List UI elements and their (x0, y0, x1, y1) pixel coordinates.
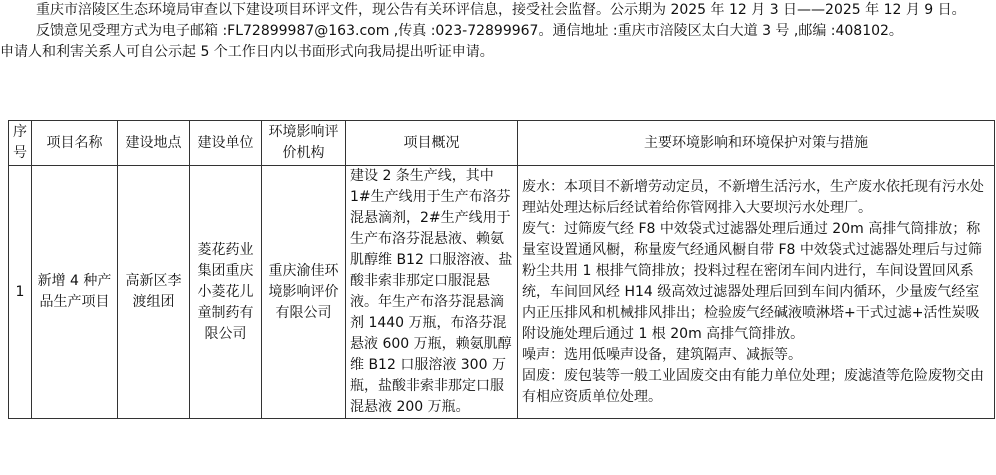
header-eia-agency: 环境影响评价机构 (262, 121, 346, 166)
header-construction-unit: 建设单位 (190, 121, 262, 166)
cell-project-name: 新增 4 种产品生产项目 (32, 166, 118, 419)
intro-line-2: 反馈意见受理方式为电子邮箱 :FL72899987@163.com ,传真 :023-72899967。通信地址 :重庆市涪陵区太白大道 3 号 ,邮编 :408102。 (36, 23, 903, 39)
intro-line-1: 重庆市涪陵区生态环境局审查以下建设项目环评文件，现公告有关环评信息，接受社会监督。公示期为 2025 年 12 月 3 日——2025 年 12 月 9 日。 (36, 2, 966, 18)
intro-line-3: 申请人和利害关系人可自公示起 5 个工作日内以书面形式向我局提出听证申请。 (0, 44, 494, 60)
header-location: 建设地点 (118, 121, 190, 166)
cell-measures (518, 166, 995, 419)
header-measures: 主要环境影响和环境保护对策与措施 (518, 121, 995, 166)
measure-noise: 噪声：选用低噪声设备，建筑隔声、减振等。 (522, 346, 802, 363)
cell-overview: 建设 2 条生产线，其中 1#生产线用于生产布洛芬混悬滴剂，2#生产线用于生产布洛芬混悬液、赖氨肌醇维 B12 口服溶液、盐酸非索非那定口服混悬液。年生产布洛芬混悬滴剂 1440 万瓶，布洛芬混悬液 600 万瓶，赖氨肌醇维 B12 口服溶液 300 万瓶，盐酸非索非那定口服混悬液 200 万瓶。 (346, 166, 518, 419)
measure-wastewater: 废水：本项目不新增劳动定员，不新增生活污水，生产废水依托现有污水处理站处理达标后经试着给你管网排入大要坝污水处理厂。 (522, 178, 984, 216)
cell-index: 1 (9, 166, 32, 419)
announcement-intro (0, 0, 996, 63)
table-header-row (9, 121, 995, 166)
cell-eia-agency: 重庆渝佳环境影响评价有限公司 (262, 166, 346, 419)
header-project-name: 项目名称 (32, 121, 118, 166)
measure-solid-waste: 固废：废包装等一般工业固废交由有能力单位处理；废滤渣等危险废物交由有相应资质单位处理。 (522, 367, 984, 405)
cell-location: 高新区李渡组团 (118, 166, 190, 419)
measure-exhaust: 废气：过筛废气经 F8 中效袋式过滤器处理后通过 20m 高排气筒排放；称量室设置通风橱，称量废气经通风橱自带 F8 中效袋式过滤器处理后与过筛粉尘共用 1 根排气筒排放；投料过程在密闭车间内进行，车间设置回风系统，车间回风经 H14 级高效过滤器处理后回到车间内循环，少量废气经室内正压排风和机械排风排出；检验废气经碱液喷淋塔+干式过滤+活性炭吸附设施处理后通过 1 根 20m 高排气筒排放。 (522, 220, 982, 342)
header-index: 序号 (9, 121, 32, 166)
header-overview: 项目概况 (346, 121, 518, 166)
table-row (9, 166, 995, 419)
cell-construction-unit: 菱花药业集团重庆小菱花儿童制药有限公司 (190, 166, 262, 419)
project-table (8, 120, 995, 419)
